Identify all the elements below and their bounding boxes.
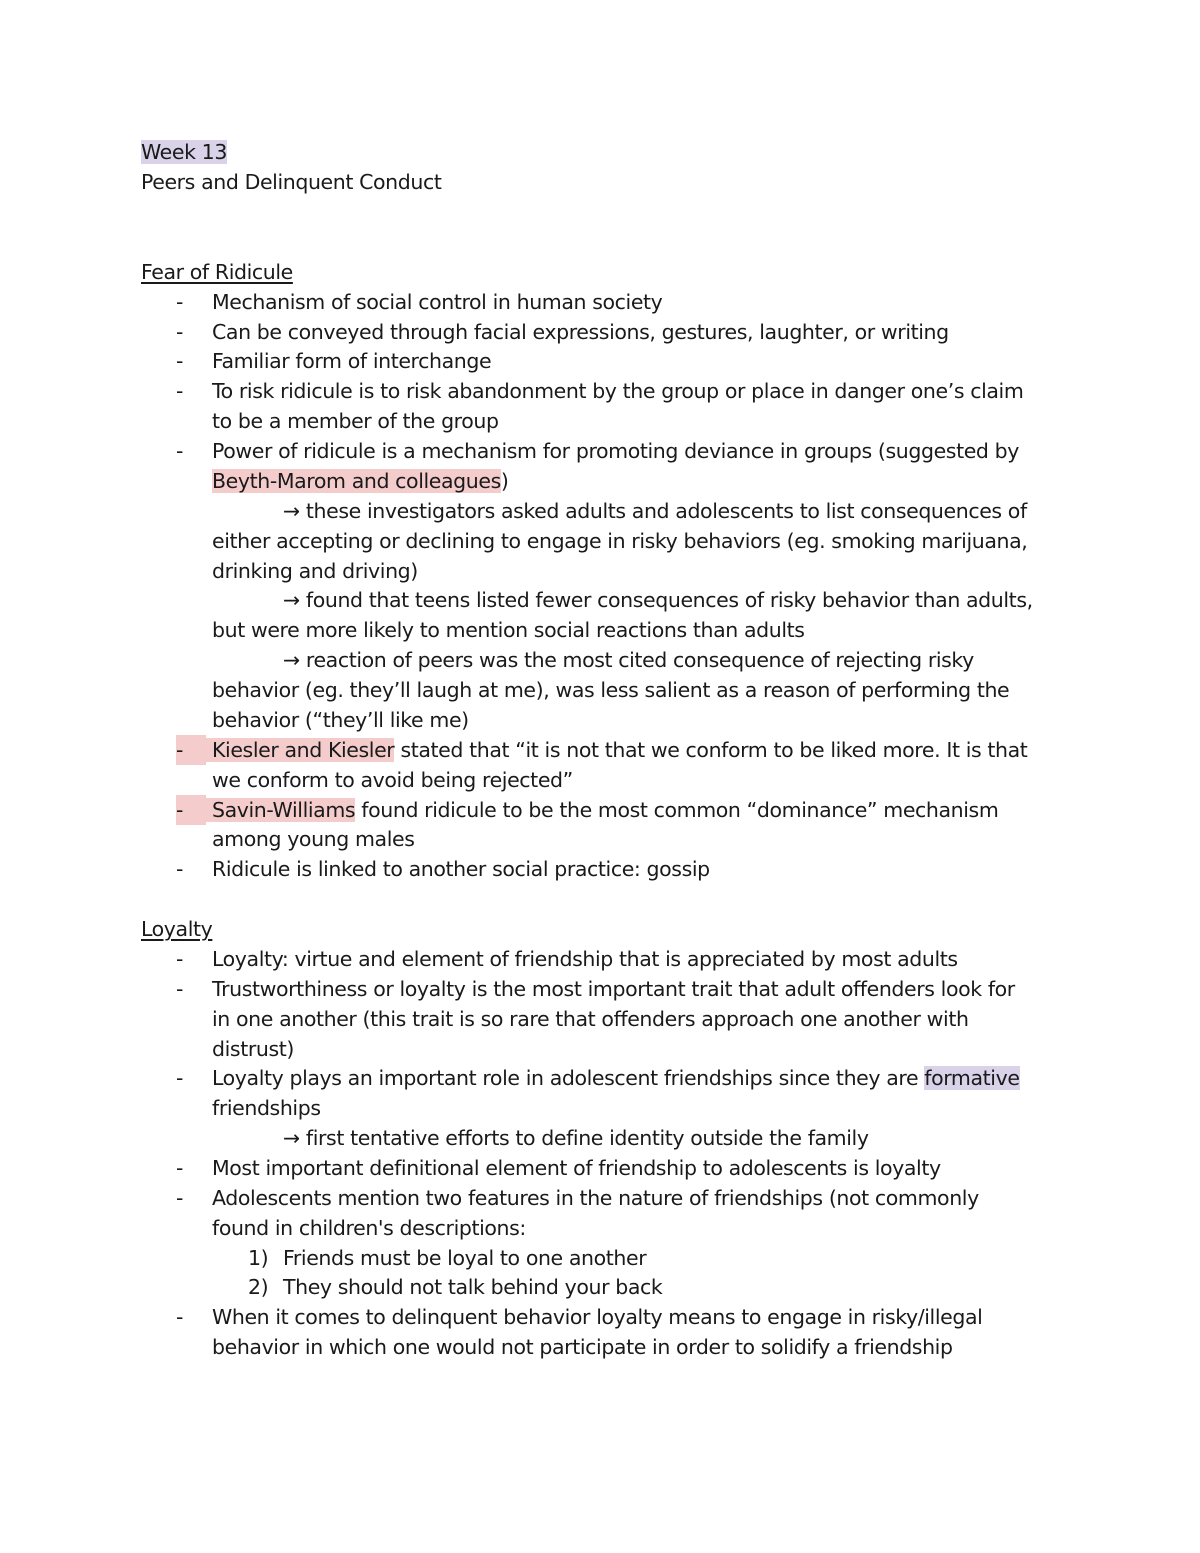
bullet-text-cont: found in children's descriptions: — [212, 1216, 526, 1240]
bullet-text: Familiar form of interchange — [212, 349, 492, 373]
bullet-text: Trustworthiness or loyalty is the most important trait that adult offenders look for — [212, 977, 1015, 1001]
arrow-note-cont: drinking and driving) — [212, 559, 418, 583]
bullet-text: Can be conveyed through facial expressions, gestures, laughter, or writing — [212, 320, 949, 344]
bullet-dash: - — [176, 379, 183, 403]
bullet-text-cont: to be a member of the group — [212, 409, 499, 433]
text-fragment: stated that “it is not that we conform to be liked more. It is that — [394, 738, 1028, 762]
text-fragment: ) — [500, 469, 509, 493]
section-heading-loyalty: Loyalty — [141, 917, 213, 941]
bullet-text: Power of ridicule is a mechanism for promoting deviance in groups (suggested by — [212, 439, 1019, 463]
arrow-note: → found that teens listed fewer consequences of risky behavior than adults, — [283, 588, 1033, 612]
week-text: Week 13 — [141, 140, 227, 164]
bullet-text-cont: distrust) — [212, 1037, 294, 1061]
bullet-dash: - — [176, 290, 183, 314]
bullet-text-cont: behavior in which one would not participate in order to solidify a friendship — [212, 1335, 953, 1359]
bullet-text-cont: among young males — [212, 827, 415, 851]
bullet-dash-highlighted: - — [176, 735, 206, 765]
arrow-note: → these investigators asked adults and adolescents to list consequences of — [283, 499, 1027, 523]
arrow-note: → reaction of peers was the most cited consequence of rejecting risky — [283, 648, 974, 672]
bullet-dash: - — [176, 1305, 183, 1329]
bullet-text: Most important definitional element of friendship to adolescents is loyalty — [212, 1156, 941, 1180]
text-fragment: Loyalty plays an important role in adolescent friendships since they are — [212, 1066, 925, 1090]
highlight-savin-williams: Savin-Williams — [206, 798, 355, 822]
arrow-note-cont: but were more likely to mention social reactions than adults — [212, 618, 805, 642]
numbered-item: Friends must be loyal to one another — [283, 1246, 647, 1270]
bullet-dash: - — [176, 1066, 183, 1090]
section-heading-fear-of-ridicule: Fear of Ridicule — [141, 260, 293, 284]
bullet-dash: - — [176, 1156, 183, 1180]
bullet-text: Loyalty: virtue and element of friendship that is appreciated by most adults — [212, 947, 958, 971]
week-label — [141, 137, 227, 167]
bullet-text-cont: friendships — [212, 1096, 321, 1120]
numbered-item: They should not talk behind your back — [283, 1275, 663, 1299]
highlight-beyth-marom: Beyth-Marom and colleagues — [212, 469, 501, 493]
bullet-text: Adolescents mention two features in the nature of friendships (not commonly — [212, 1186, 979, 1210]
arrow-note-cont: either accepting or declining to engage in risky behaviors (eg. smoking marijuana, — [212, 529, 1028, 553]
bullet-dash: - — [176, 320, 183, 344]
highlight-formative: formative — [924, 1066, 1020, 1090]
bullet-dash: - — [176, 857, 183, 881]
numbered-marker: 1) — [248, 1246, 269, 1270]
bullet-text: Ridicule is linked to another social practice: gossip — [212, 857, 710, 881]
bullet-text — [206, 735, 1027, 765]
bullet-text-cont — [212, 466, 508, 496]
bullet-dash: - — [176, 1186, 183, 1210]
bullet-text — [212, 1063, 1020, 1093]
bullet-text: To risk ridicule is to risk abandonment by the group or place in danger one’s claim — [212, 379, 1024, 403]
bullet-dash: - — [176, 439, 183, 463]
bullet-dash-highlighted: - — [176, 795, 206, 825]
doc-title: Peers and Delinquent Conduct — [141, 170, 442, 194]
bullet-dash: - — [176, 977, 183, 1001]
arrow-note-cont: behavior (eg. they’ll laugh at me), was less salient as a reason of performing the — [212, 678, 1010, 702]
highlight-kiesler: Kiesler and Kiesler — [206, 738, 394, 762]
numbered-marker: 2) — [248, 1275, 269, 1299]
bullet-dash: - — [176, 349, 183, 373]
bullet-text: Mechanism of social control in human society — [212, 290, 663, 314]
text-fragment: found ridicule to be the most common “dominance” mechanism — [355, 798, 999, 822]
bullet-dash: - — [176, 947, 183, 971]
bullet-text: When it comes to delinquent behavior loyalty means to engage in risky/illegal — [212, 1305, 983, 1329]
bullet-text-cont: in one another (this trait is so rare that offenders approach one another with — [212, 1007, 969, 1031]
arrow-note: → first tentative efforts to define identity outside the family — [283, 1126, 869, 1150]
arrow-note-cont: behavior (“they’ll like me) — [212, 708, 469, 732]
bullet-text — [206, 795, 998, 825]
bullet-text-cont: we conform to avoid being rejected” — [212, 768, 573, 792]
